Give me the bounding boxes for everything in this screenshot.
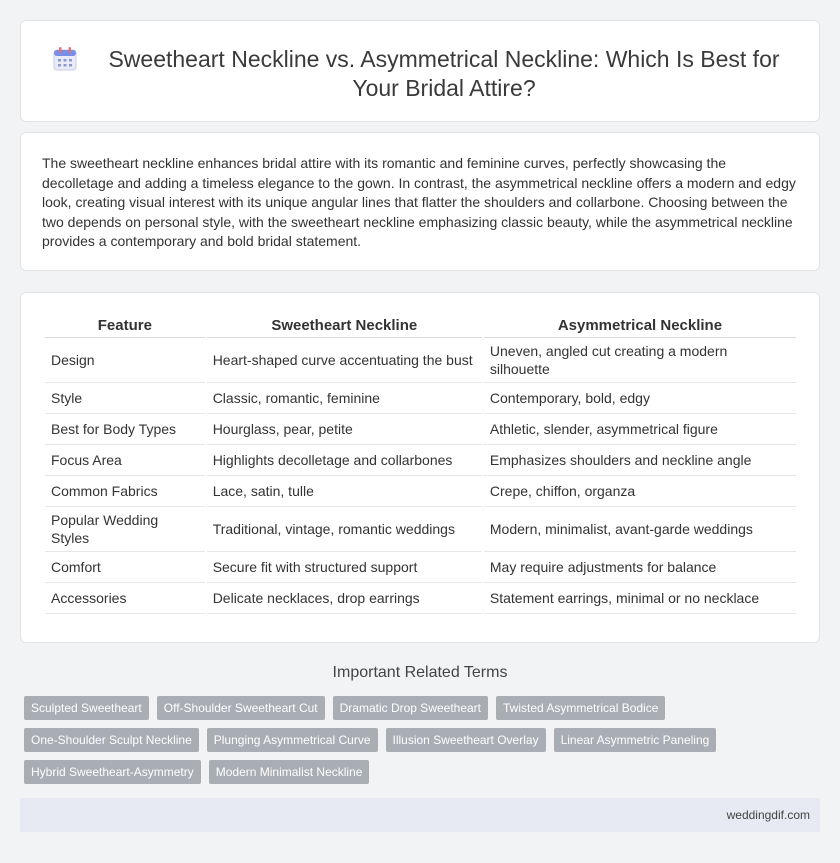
intro-paragraph: The sweetheart neckline enhances bridal attire with its romantic and feminine curves, perfectly showcasing the decolletage and adding a timeless elegance to the gown. In contrast, the asymmetrical neckline offers a modern and edgy look, creating visual interest with its unique angular lines that flatter the shoulders and collarbone. Choosing between the two depends on personal style, with the sweetheart neckline emphasizing classic beauty, while the asymmetrical neckline provides a contemporary and bold bridal statement. bbox=[42, 155, 796, 249]
table-cell: Lace, satin, tulle bbox=[207, 476, 482, 507]
page-title: Sweetheart Neckline vs. Asymmetrical Neckline: Which Is Best for Your Bridal Attire? bbox=[108, 46, 780, 101]
intro-card bbox=[20, 132, 820, 271]
related-terms-title: Important Related Terms bbox=[332, 664, 508, 681]
table-row bbox=[45, 445, 796, 476]
related-term-tag[interactable]: Sculpted Sweetheart bbox=[24, 696, 149, 720]
table-row bbox=[45, 552, 796, 583]
calendar-icon bbox=[51, 45, 79, 73]
table-cell: Emphasizes shoulders and neckline angle bbox=[484, 445, 796, 476]
table-cell: Crepe, chiffon, organza bbox=[484, 476, 796, 507]
table-row bbox=[45, 383, 796, 414]
related-terms-list bbox=[24, 696, 824, 792]
table-cell: Secure fit with structured support bbox=[207, 552, 482, 583]
related-term-tag[interactable]: Off-Shoulder Sweetheart Cut bbox=[157, 696, 325, 720]
related-term-tag[interactable]: Modern Minimalist Neckline bbox=[209, 760, 370, 784]
related-term-tag[interactable]: Dramatic Drop Sweetheart bbox=[333, 696, 488, 720]
table-cell: Common Fabrics bbox=[45, 476, 205, 507]
table-cell: May require adjustments for balance bbox=[484, 552, 796, 583]
table-cell: Focus Area bbox=[45, 445, 205, 476]
related-term-tag[interactable]: Plunging Asymmetrical Curve bbox=[207, 728, 378, 752]
table-header-asymmetrical: Asymmetrical Neckline bbox=[484, 313, 796, 338]
related-term-tag[interactable]: Twisted Asymmetrical Bodice bbox=[496, 696, 665, 720]
table-cell: Delicate necklaces, drop earrings bbox=[207, 583, 482, 614]
table-cell: Classic, romantic, feminine bbox=[207, 383, 482, 414]
table-cell: Best for Body Types bbox=[45, 414, 205, 445]
table-header-feature: Feature bbox=[45, 313, 205, 338]
footer-source: weddingdif.com bbox=[20, 798, 820, 832]
table-cell: Contemporary, bold, edgy bbox=[484, 383, 796, 414]
table-cell: Traditional, vintage, romantic weddings bbox=[207, 507, 482, 552]
table-row bbox=[45, 583, 796, 614]
table-cell: Accessories bbox=[45, 583, 205, 614]
related-term-tag[interactable]: One-Shoulder Sculpt Neckline bbox=[24, 728, 199, 752]
table-cell: Athletic, slender, asymmetrical figure bbox=[484, 414, 796, 445]
table-cell: Modern, minimalist, avant-garde weddings bbox=[484, 507, 796, 552]
table-cell: Style bbox=[45, 383, 205, 414]
comparison-table bbox=[43, 313, 798, 614]
table-cell: Comfort bbox=[45, 552, 205, 583]
table-row bbox=[45, 507, 796, 552]
related-term-tag[interactable]: Linear Asymmetric Paneling bbox=[554, 728, 717, 752]
table-cell: Highlights decolletage and collarbones bbox=[207, 445, 482, 476]
table-row bbox=[45, 476, 796, 507]
header-card bbox=[20, 20, 820, 122]
related-term-tag[interactable]: Illusion Sweetheart Overlay bbox=[386, 728, 546, 752]
table-cell: Design bbox=[45, 338, 205, 383]
table-cell: Statement earrings, minimal or no necklace bbox=[484, 583, 796, 614]
table-cell: Hourglass, pear, petite bbox=[207, 414, 482, 445]
table-cell: Popular Wedding Styles bbox=[45, 507, 205, 552]
comparison-card bbox=[20, 292, 820, 643]
table-row bbox=[45, 414, 796, 445]
table-cell: Heart-shaped curve accentuating the bust bbox=[207, 338, 482, 383]
table-row bbox=[45, 338, 796, 383]
table-header-sweetheart: Sweetheart Neckline bbox=[207, 313, 482, 338]
related-term-tag[interactable]: Hybrid Sweetheart-Asymmetry bbox=[24, 760, 201, 784]
table-cell: Uneven, angled cut creating a modern silhouette bbox=[484, 338, 796, 383]
